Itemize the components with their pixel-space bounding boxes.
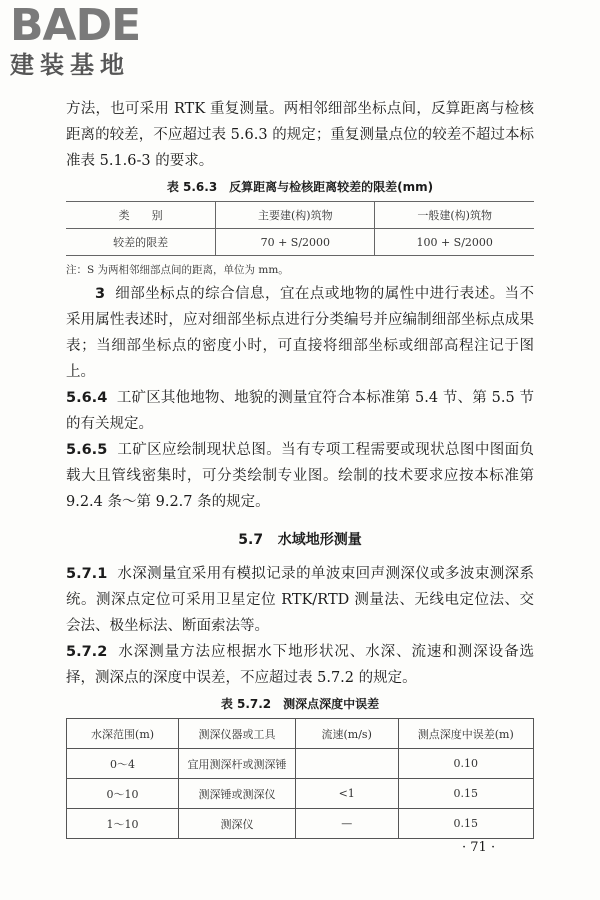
table-cell: 100 + S/2000: [375, 229, 534, 256]
table-row: [67, 809, 534, 839]
item-text: 细部坐标点的综合信息，宜在点或地物的属性中进行表述。当不采用属性表述时，应对细部坐标点进行分类编号并应编制细部坐标点成果表；当细部坐标点的密度小时，可直接将细部坐标或细部高程注记于图上。: [66, 286, 535, 380]
table-5-7-2: [66, 718, 534, 839]
table-5-6-3-caption: 表 5.6.3 反算距离与检核距离较差的限差(mm): [166, 180, 434, 194]
table-header-row: [66, 202, 534, 229]
table-cell: 测深锤或测深仪: [179, 779, 296, 809]
clause-text: 水深测量宜采用有模拟记录的单波束回声测深仪或多波束测深系统。测深点定位可采用卫星定位 RTK/RTD 测量法、无线电定位法、交会法、极坐标法、断面索法等。: [66, 566, 535, 634]
clause-5-6-4: [66, 385, 534, 437]
clause-text: 工矿区其他地物、地貌的测量宜符合本标准第 5.4 节、第 5.5 节的有关规定。: [66, 390, 534, 432]
table-5-7-2-caption: 表 5.7.2 测深点深度中误差: [220, 697, 380, 711]
section-heading: [66, 529, 534, 549]
table-cell: 70 + S/2000: [216, 229, 375, 256]
table-cell: 0.15: [398, 779, 533, 809]
table-cell: 0～4: [67, 749, 179, 779]
page-number: · 71 ·: [462, 840, 496, 855]
logo-wordmark: BADE: [10, 0, 141, 51]
table-header-cell: 测深仪器或工具: [179, 719, 296, 749]
item-number: 3: [95, 286, 106, 302]
table-cell: 0～10: [67, 779, 179, 809]
clause-number: 5.6.4: [66, 390, 108, 406]
table-cell: <1: [295, 779, 398, 809]
publisher-logo: [10, 0, 180, 80]
clause-number: 5.7.2: [66, 644, 108, 660]
table-cell: 测深仪: [179, 809, 296, 839]
table-cell: 0.15: [398, 809, 533, 839]
table-cell: 宜用测深杆或测深锤: [179, 749, 296, 779]
table-header-row: [67, 719, 534, 749]
clause-5-7-2: [66, 639, 534, 691]
table-cell: 较差的限差: [66, 229, 216, 256]
table-row: [66, 229, 534, 256]
section-title-text: 水域地形测量: [277, 532, 362, 548]
table-cell: 0.10: [398, 749, 533, 779]
clause-text: 工矿区应绘制现状总图。当有专项工程需要或现状总图中图面负载大且管线密集时，可分类绘制专业图。绘制的技术要求应按本标准第 9.2.4 条～第 9.2.7 条的规定。: [66, 442, 535, 510]
table-header-cell: 流速(m/s): [295, 719, 398, 749]
table-cell: —: [295, 809, 398, 839]
clause-text: 水深测量方法应根据水下地形状况、水深、流速和测深设备选择，测深点的深度中误差，不应超过表 5.7.2 的规定。: [66, 644, 535, 686]
table-header-cell: 主要建(构)筑物: [216, 202, 375, 229]
section-number: 5.7: [238, 532, 264, 548]
table-header-cell: 类 别: [66, 202, 216, 229]
clause-number: 5.7.1: [66, 566, 108, 582]
table-header-cell: 一般建(构)筑物: [375, 202, 534, 229]
table-cell: [295, 749, 398, 779]
intro-paragraph: 方法，也可采用 RTK 重复测量。两相邻细部坐标点间，反算距离与检核距离的较差，不应超过表 5.6.3 的规定；重复测量点位的较差不超过本标准表 5.1.6-3 的要求。: [66, 101, 534, 169]
table-cell: 1～10: [67, 809, 179, 839]
table-header-cell: 测点深度中误差(m): [398, 719, 533, 749]
page-content: [66, 96, 534, 839]
table-5-6-3: [66, 201, 534, 256]
clause-5-7-1: [66, 561, 534, 639]
table-note: 注：S 为两相邻细部点间的距离，单位为 mm。: [66, 264, 289, 276]
table-row: [67, 779, 534, 809]
clause-number: 5.6.5: [66, 442, 108, 458]
clause-5-6-5: [66, 437, 534, 515]
item-3-paragraph: [66, 281, 534, 385]
table-header-cell: 水深范围(m): [67, 719, 179, 749]
table-row: [67, 749, 534, 779]
logo-subtitle: 建装基地: [10, 51, 130, 79]
